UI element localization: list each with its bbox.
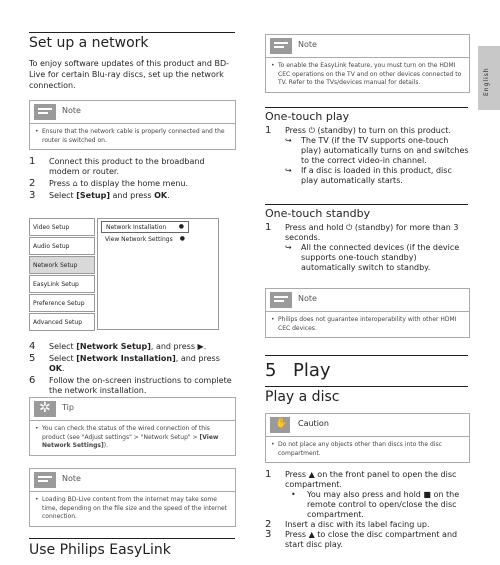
menu-item-video-setup[interactable]: Video Setup (29, 218, 95, 236)
section-rule (265, 204, 468, 205)
result-arrow-icon: ↪ (285, 136, 292, 145)
result-arrow-icon: ↪ (285, 243, 292, 252)
section-rule (265, 386, 468, 387)
submenu-item-view-network-settings[interactable]: View Network Settings ● (105, 235, 185, 243)
note-text: • Ensure that the network cable is properly connected and the router is switched on. (30, 123, 235, 149)
chapter-number: 5 (265, 360, 277, 381)
step-text: Press ▲ to close the disc compartment and start disc play. (285, 530, 458, 549)
caution-icon: ✋ (270, 417, 290, 433)
tip-text: • You can check the status of the wired connection of this product (see "Adjust settings" > "Network Setup" > [View Network Settings]). (30, 420, 235, 455)
section-title-easylink: Use Philips EasyLink (29, 542, 171, 558)
menu-item-preference-setup[interactable]: Preference Setup (29, 294, 95, 312)
caution-box (265, 413, 470, 463)
setup-menu (29, 218, 199, 330)
step-number: 6 (29, 375, 36, 386)
note-icon (270, 292, 292, 308)
step-text: Insert a disc with its label facing up. (285, 520, 430, 529)
note-icon (34, 104, 56, 120)
step-number: 4 (29, 341, 36, 352)
note-text: • Loading BD-Live content from the internet may take some time, depending on the file size and the speed of the internet connection. (30, 491, 235, 526)
note-box (265, 34, 470, 93)
step-number: 1 (265, 469, 272, 480)
step-text: Connect this product to the broadband modem or router. (49, 157, 205, 176)
chapter-title: Play (293, 360, 331, 381)
tip-icon: ✲ (34, 401, 56, 417)
language-side-tab (478, 46, 500, 110)
menu-item-advanced-setup[interactable]: Advanced Setup (29, 313, 95, 331)
note-label: Note (62, 474, 81, 483)
note-box (265, 288, 470, 338)
section-rule (29, 32, 235, 33)
step-number: 5 (29, 353, 36, 364)
tip-box (29, 397, 236, 456)
steps-list-b: 4 Select [Network Setup], and press ▶. 5 Select [Network Installation], and press OK. 6 Follow the on-screen instructions to complete the network installation. (29, 341, 232, 395)
sub-text: If a disc is loaded in this product, disc play automatically starts. (301, 166, 452, 185)
play-disc-steps (265, 470, 470, 550)
note-box (29, 100, 236, 150)
one-touch-play-steps: 1 Press ⏻ (standby) to turn on this product. ↪ The TV (if the TV supports one-touch play) automatically turns on and switches to the correct video-in channel. ↪ If a disc is loaded in this product, disc play automatically starts. (265, 125, 469, 185)
section-title-play-a-disc: Play a disc (265, 389, 340, 405)
step-text: Follow the on-screen instructions to complete the network installation. (49, 376, 232, 395)
caution-label: Caution (298, 419, 329, 428)
step-number: 3 (29, 190, 36, 201)
step-number: 2 (265, 519, 272, 530)
menu-item-easylink-setup[interactable]: EasyLink Setup (29, 275, 95, 293)
tip-label: Tip (62, 403, 74, 412)
step-number: 3 (265, 529, 272, 540)
radio-dot-icon: ● (178, 223, 184, 230)
sub-text: You may also press and hold ■ on the remote control to open/close the disc compartment. (307, 490, 460, 519)
result-arrow-icon: ↪ (285, 166, 292, 175)
one-touch-standby-steps: 1 Press and hold ⏻ (standby) for more than 3 seconds. ↪ All the connected devices (if the device supports one-touch standby) automatically switch to standby. (265, 222, 460, 272)
intro-text: To enjoy software updates of this product and BD-Live for certain Blu-ray discs, set up the network connection. (29, 59, 229, 90)
note-label: Note (298, 40, 317, 49)
note-icon (270, 38, 292, 54)
home-icon: ⌂ (72, 179, 78, 188)
standby-icon: ⏻ (346, 223, 353, 232)
step-number: 1 (265, 222, 272, 233)
radio-dot-icon: ● (179, 235, 185, 242)
chapter-rule (265, 355, 468, 356)
section-title-network: Set up a network (29, 35, 149, 51)
caution-text: • Do not place any objects other than discs into the disc compartment. (266, 436, 469, 462)
step-number: 1 (29, 156, 36, 167)
language-label: English (483, 67, 490, 96)
step-number: 1 (265, 125, 272, 136)
bullet-icon: • (291, 490, 296, 499)
step-text: Press ▲ on the front panel to open the disc compartment. (285, 470, 457, 489)
note-box (29, 468, 236, 527)
note-text: • Philips does not guarantee interoperability with other HDMI CEC devices. (266, 311, 469, 337)
note-text: • To enable the EasyLink feature, you must turn on the HDMI CEC operations on the TV and on other devices connected to TV. Refer to the TVs/devices manual for details. (266, 57, 469, 92)
section-rule (265, 107, 468, 108)
step-number: 2 (29, 178, 36, 189)
subsection-title-one-touch-play: One-touch play (265, 110, 350, 123)
steps-list-a: 1 Connect this product to the broadband modem or router. 2 Press ⌂ to display the home menu. 3 Select [Setup] and press OK. (29, 156, 205, 201)
subsection-title-one-touch-standby: One-touch standby (265, 207, 371, 220)
standby-icon: ⏻ (308, 126, 315, 135)
note-label: Note (298, 294, 317, 303)
note-label: Note (62, 106, 81, 115)
sub-text: All the connected devices (if the device supports one-touch standby) automatically switch to standby. (301, 243, 460, 272)
menu-item-audio-setup[interactable]: Audio Setup (29, 237, 95, 255)
section-rule (29, 538, 235, 539)
menu-item-network-setup[interactable]: Network Setup (29, 256, 95, 274)
sub-text: The TV (if the TV supports one-touch play) automatically turns on and switches to the correct video-in channel. (301, 136, 469, 165)
right-arrow-icon: ▶ (197, 342, 204, 351)
submenu-item-network-installation[interactable]: Network Installation ● (101, 221, 189, 233)
note-icon (34, 472, 56, 488)
